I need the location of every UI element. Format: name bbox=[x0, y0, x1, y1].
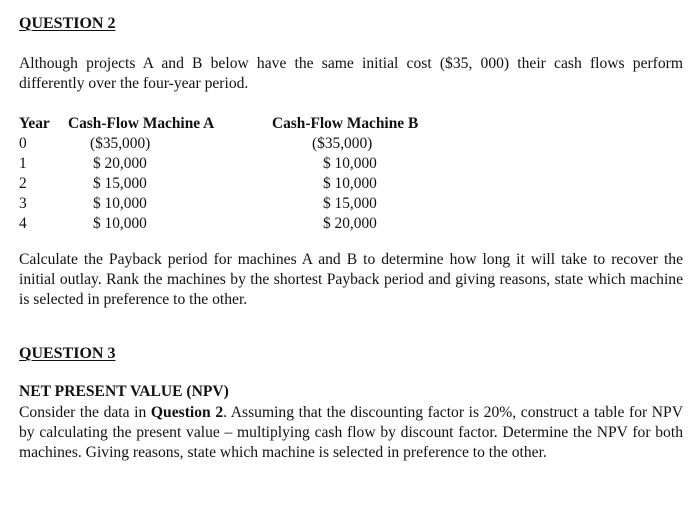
question-2-heading: QUESTION 2 bbox=[19, 15, 116, 32]
table-year: 4 bbox=[19, 215, 27, 232]
machine-b-cash-flow: $ 20,000 bbox=[323, 215, 377, 232]
table-year: 0 bbox=[19, 135, 27, 152]
question-3-text-after: . Assuming that the discounting factor is 20%, construct a table for NPV by calculating the present value – multiplying cash flow by discount factor. Determine the NPV for both machines. Giving reasons, state which machine is selected in preference to the other. bbox=[19, 404, 683, 461]
machine-b-cash-flow: ($35,000) bbox=[312, 135, 373, 152]
machine-b-cash-flow: $ 15,000 bbox=[323, 195, 377, 212]
machine-a-cash-flow: $ 15,000 bbox=[93, 175, 147, 192]
table-header-machine-b: Cash-Flow Machine B bbox=[272, 115, 419, 132]
table-header-machine-a: Cash-Flow Machine A bbox=[68, 115, 215, 132]
question-2-reference: Question 2 bbox=[150, 404, 224, 421]
table-header-year: Year bbox=[19, 115, 50, 132]
machine-b-cash-flow: $ 10,000 bbox=[323, 175, 377, 192]
question-2-intro: Although projects A and B below have the same initial cost ($35, 000) their cash flows perform differently over the four-year period. bbox=[19, 55, 683, 92]
npv-subheading: NET PRESENT VALUE (NPV) bbox=[19, 383, 229, 400]
table-year: 1 bbox=[19, 155, 27, 172]
machine-a-cash-flow: $ 10,000 bbox=[93, 215, 147, 232]
machine-b-cash-flow: $ 10,000 bbox=[323, 155, 377, 172]
machine-a-cash-flow: $ 10,000 bbox=[93, 195, 147, 212]
table-year: 3 bbox=[19, 195, 27, 212]
machine-a-cash-flow: $ 20,000 bbox=[93, 155, 147, 172]
machine-a-cash-flow: ($35,000) bbox=[90, 135, 151, 152]
question-3-text bbox=[19, 403, 683, 463]
table-year: 2 bbox=[19, 175, 27, 192]
question-3-heading: QUESTION 3 bbox=[19, 345, 116, 362]
question-3-text-before: Consider the data in bbox=[19, 404, 151, 421]
question-2-task: Calculate the Payback period for machines A and B to determine how long it will take to recover the initial outlay. Rank the machines by the shortest Payback period and giving reasons, state which machine is selected in preference to the other. bbox=[19, 251, 683, 308]
